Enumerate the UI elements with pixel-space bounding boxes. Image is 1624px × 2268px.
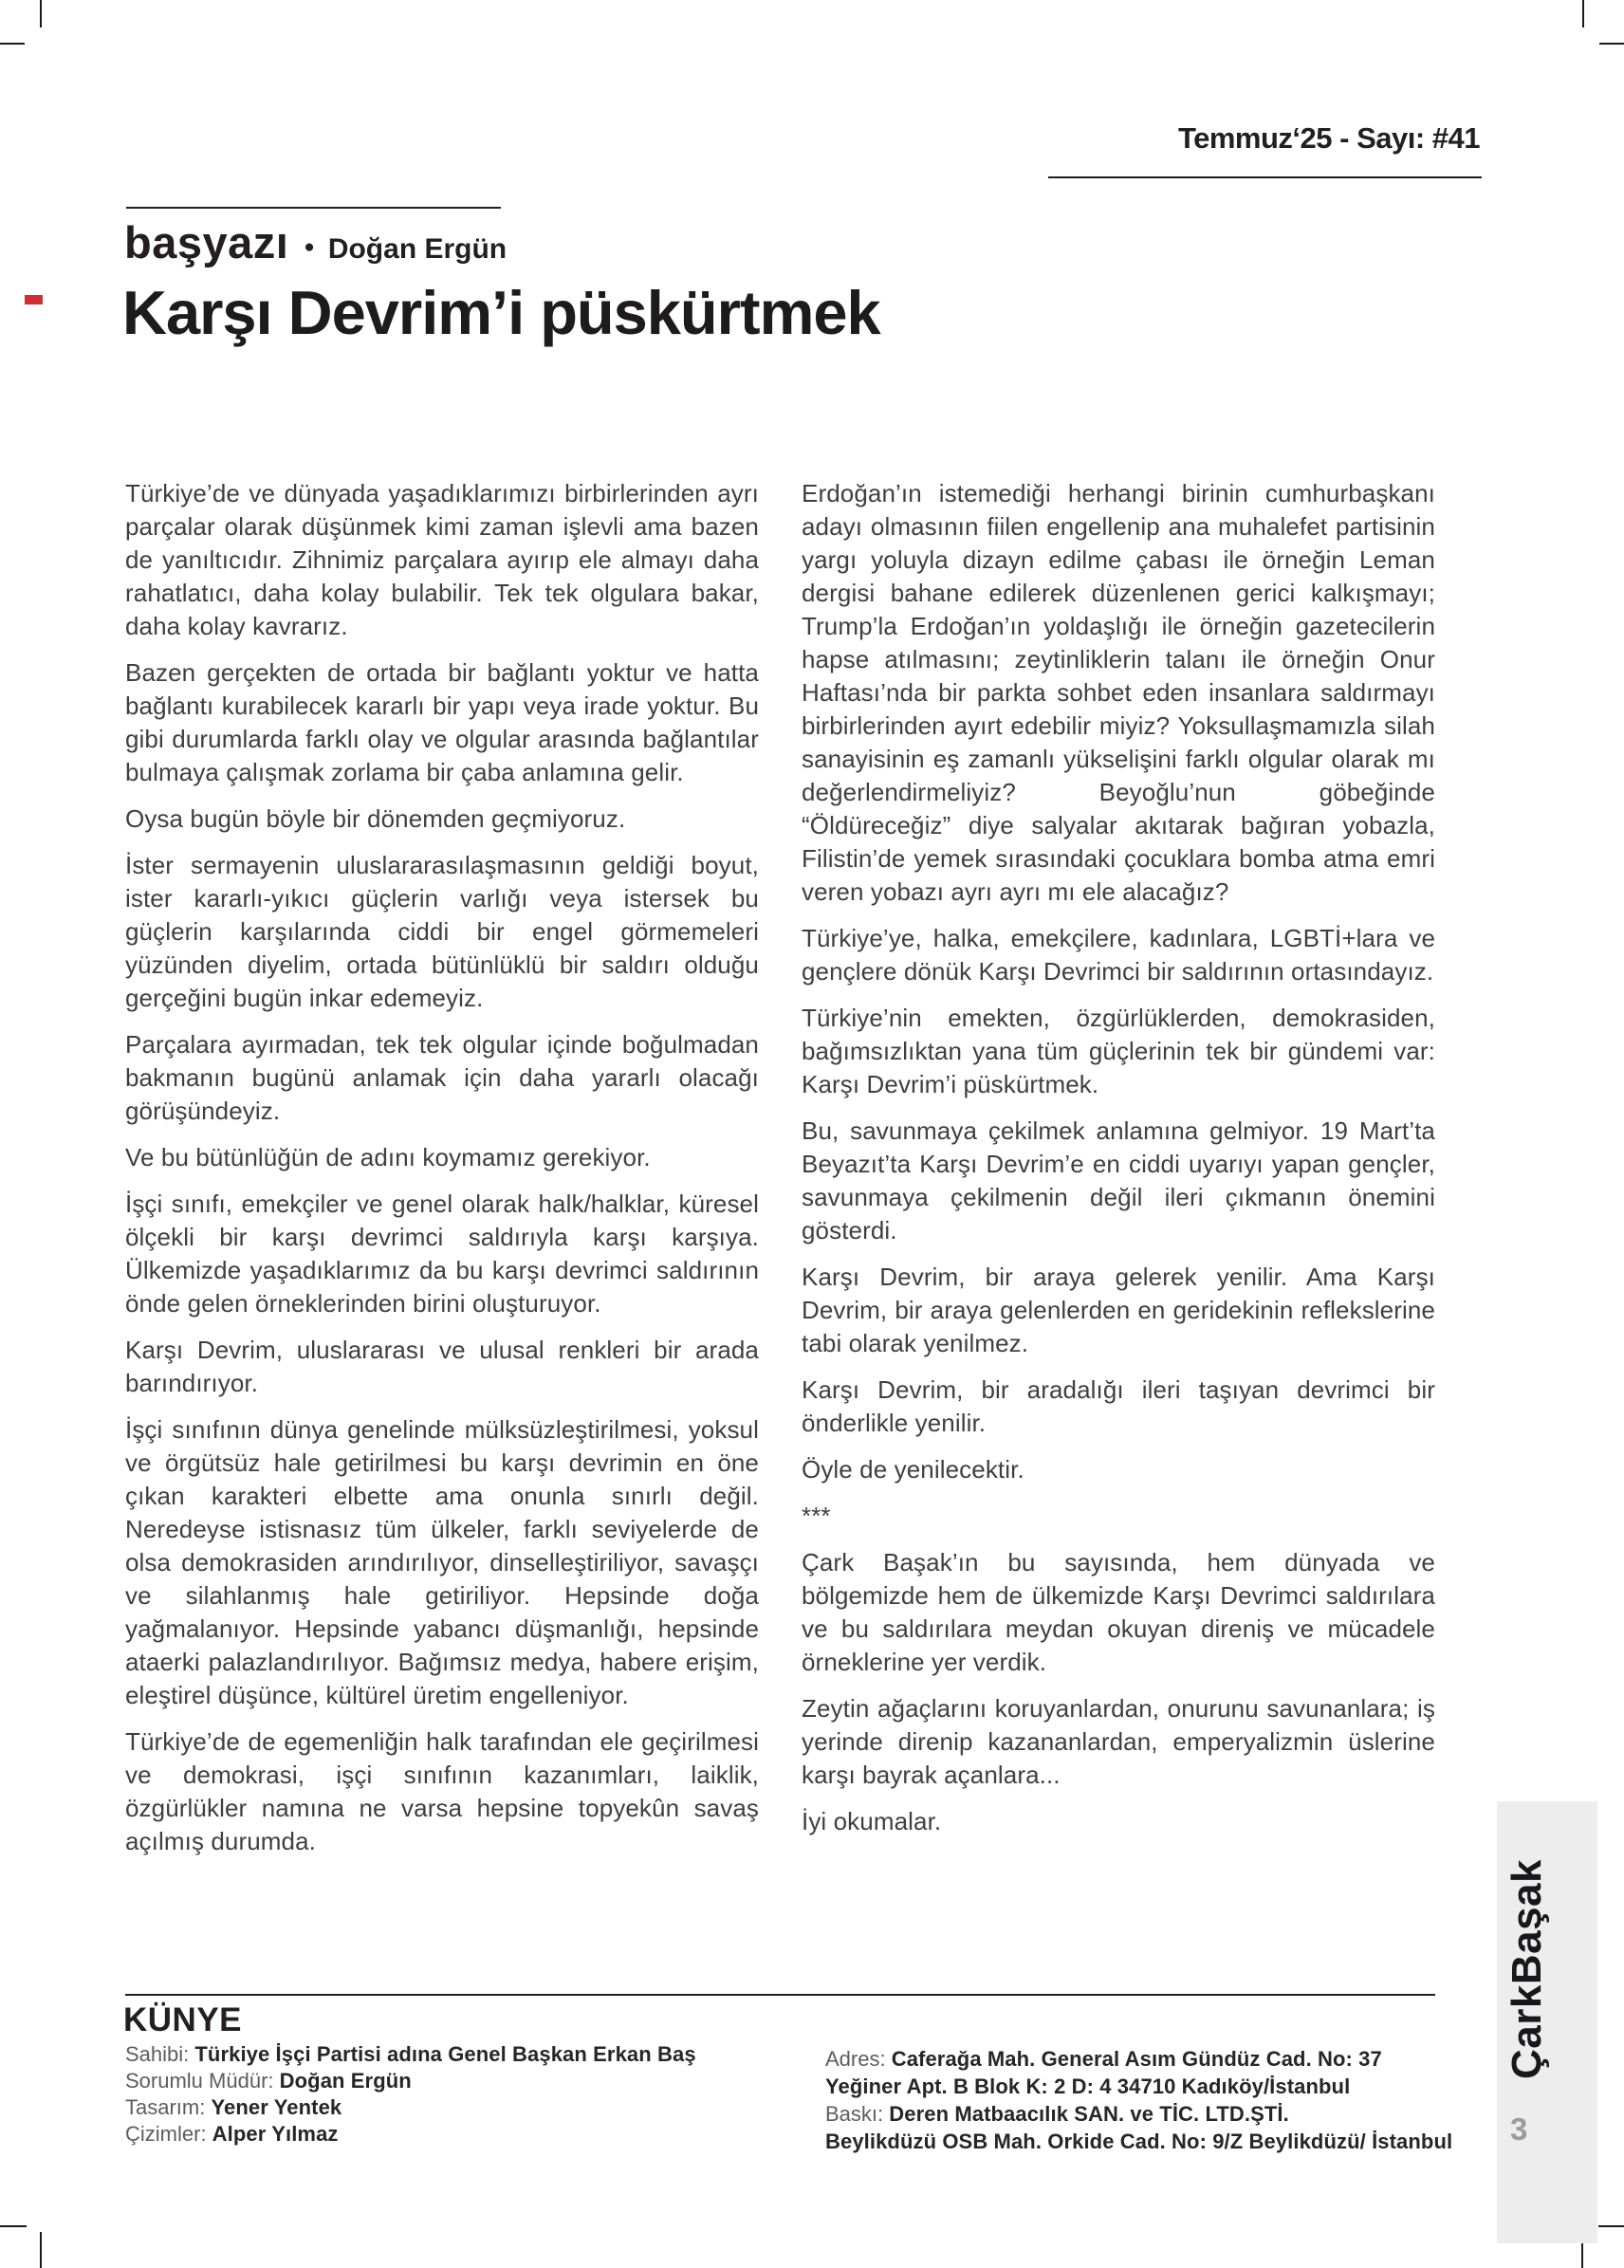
article-paragraph: Parçalara ayırmadan, tek tek olgular içinde boğulmadan bakmanın bugünü anlamak için daha yararlı olacağı görüşündeyiz. (125, 1030, 759, 1125)
article-paragraph: Bazen gerçekten de ortada bir bağlantı yoktur ve hatta bağlantı kurabilecek kararlı bir yapı veya irade yoktur. Bu gibi durumlarda farklı olay ve olgular arasında bağlantılar bulmaya çalışmak zorlama bir çaba anlamına gelir. (125, 658, 759, 786)
kunye-value: Doğan Ergün (279, 2069, 412, 2093)
kunye-value: Deren Matbaacılık SAN. ve TİC. LTD.ŞTİ. (889, 2102, 1289, 2126)
section-label: başyazı (124, 217, 289, 267)
kunye-row (125, 2041, 789, 2068)
article-paragraph: Türkiye’de de egemenliğin halk tarafından ele geçirilmesi ve demokrasi, işçi sınıfının kazanımları, laiklik, özgürlükler namına ne varsa hepsine topyekûn savaş açılmış durumda. (125, 1727, 759, 1855)
article-paragraph: Karşı Devrim, uluslararası ve ulusal renkleri bir arada barındırıyor. (125, 1336, 759, 1397)
article-paragraph: *** (802, 1502, 831, 1530)
article-paragraph: İster sermayenin uluslararasılaşmasının geldiği boyut, ister kararlı-yıkıcı güçlerin varlığı veya istersek bu güçlerin karşılarında ciddi bir engel görmemeleri yüzünden diyelim, ortada bütünlüklü bir saldırı olduğu gerçeğini bugün inkar edemeyiz. (125, 851, 759, 1012)
article-paragraph: Karşı Devrim, bir aradalığı ileri taşıyan devrimci bir önderlikle yenilir. (802, 1375, 1435, 1437)
section-rule (126, 207, 501, 209)
crop-mark-bottom-right-horizontal (1598, 2225, 1624, 2227)
article-paragraph: Oysa bugün böyle bir dönemden geçmiyoruz. (125, 804, 626, 833)
article-paragraph: Türkiye’de ve dünyada yaşadıklarımızı birbirlerinden ayrı parçalar olarak düşünmek kimi zaman işlevli ama bazen de yanıltıcıdır. Zihnimiz parçalara ayırıp ele almayı daha rahatlatıcı, daha kolay bulabilir. Tek tek olgulara bakar, daha kolay kavrarız. (125, 479, 759, 640)
kunye-label: Adres: (825, 2047, 892, 2071)
article-paragraph: İşçi sınıfı, emekçiler ve genel olarak halk/halklar, küresel ölçekli bir karşı devrimci saldırıyla karşı karşıya. Ülkemizde yaşadıklarımız da bu karşı devrimci saldırının önde gelen örneklerinden birini oluşturuyor. (125, 1189, 759, 1318)
kunye-row (125, 2121, 789, 2148)
crop-mark-bottom-left-vertical (40, 2232, 42, 2268)
kunye-label: Tasarım: (125, 2095, 212, 2119)
crop-mark-bottom-left-horizontal (0, 2225, 27, 2227)
section-author: Doğan Ergün (327, 233, 508, 265)
issue-tag: Temmuz‘25 - Sayı: #41 (1177, 121, 1480, 155)
crop-mark-top-right-vertical (1582, 0, 1584, 28)
bullet-separator-icon: ● (304, 237, 315, 257)
kunye-rule (125, 1994, 1435, 1996)
kunye-row (825, 2128, 1453, 2155)
article-paragraph: Zeytin ağaçlarını koruyanlardan, onurunu savunanlara; iş yerinde direnip kazananlardan, emperyalizmin üslerine karşı bayrak açanlara... (802, 1694, 1435, 1789)
article-paragraph: Karşı Devrim, bir araya gelerek yenilir. Ama Karşı Devrim, bir araya gelenlerden en geridekinin reflekslerine tabi olarak yenilmez. (802, 1263, 1435, 1357)
kunye-address-list (825, 2045, 1453, 2155)
article-paragraph: Türkiye’ye, halka, emekçilere, kadınlara, LGBTİ+lara ve gençlere dönük Karşı Devrimci bir saldırının ortasındayız. (802, 924, 1435, 986)
kunye-label: Sahibi: (125, 2042, 195, 2066)
crop-mark-top-left-vertical (40, 0, 42, 28)
article-paragraph: Öyle de yenilecektir. (802, 1455, 1024, 1484)
article-paragraph: İşçi sınıfının dünya genelinde mülksüzleştirilmesi, yoksul ve örgütsüz hale getirilmesi bu karşı devrimin en öne çıkan karakteri elbette ama onunla sınırlı değil. Neredeyse istisnasız tüm ülkeler, farklı seviyelerde de olsa demokrasiden arındırılıyor, dinselleştiriliyor, savaşçı ve silahlanmış hale getiriliyor. Hepsinde doğa yağmalanıyor. Hepsinde yabancı düşmanlığı, hepsinde ataerki palazlandırılıyor. Bağımsız medya, habere erişim, eleştirel düşünce, kültürel üretim engelleniyor. (125, 1415, 759, 1709)
issue-rule (1048, 176, 1482, 178)
article-column-left (125, 477, 759, 1872)
red-margin-dash (25, 295, 43, 304)
kunye-value: Yeğiner Apt. B Blok K: 2 D: 4 34710 Kadıköy/İstanbul (825, 2074, 1351, 2098)
kunye-value: Yener Yentek (211, 2095, 342, 2119)
article-paragraph: İyi okumalar. (802, 1807, 942, 1835)
article-paragraph: Bu, savunmaya çekilmek anlamına gelmiyor. 19 Mart’ta Beyazıt’ta Karşı Devrim’e en ciddi uyarıyı yapan gençler, savunmaya çekilmenin değil ileri çıkmanın önemini gösterdi. (802, 1116, 1435, 1245)
page-title: Karşı Devrim’i püskürtmek (122, 278, 880, 347)
kunye-label: Sorumlu Müdür: (125, 2069, 280, 2093)
kunye-credits-list (125, 2041, 789, 2148)
crop-mark-top-left-horizontal (0, 43, 25, 45)
article-column-right (802, 477, 1435, 1852)
kunye-label: Çizimler: (125, 2122, 212, 2146)
article-paragraph: Türkiye’nin emekten, özgürlüklerden, demokrasiden, bağımsızlıktan yana tüm güçlerinin tek bir gündemi var: Karşı Devrim’i püskürtmek. (802, 1004, 1435, 1098)
kunye-row (825, 2045, 1394, 2073)
kunye-row (125, 2094, 789, 2121)
page-number: 3 (1510, 2111, 1528, 2147)
article-paragraph: Ve bu bütünlüğün de adını koymamız gerekiyor. (125, 1143, 651, 1171)
section-header (124, 216, 507, 268)
kunye-value: Caferağa Mah. General Asım Gündüz Cad. No: 37 (891, 2047, 1382, 2071)
crop-mark-top-right-horizontal (1599, 43, 1624, 45)
kunye-title: KÜNYE (123, 2001, 243, 2038)
kunye-row (825, 2073, 1394, 2100)
kunye-value: Beylikdüzü OSB Mah. Orkide Cad. No: 9/Z Beylikdüzü/ İstanbul (825, 2130, 1453, 2153)
article-paragraph: Çark Başak’ın bu sayısında, hem dünyada ve bölgemizde hem de ülkemizde Karşı Devrimci saldırılara ve bu saldırılara meydan okuyan direniş ve mücadele örneklerine yer verdik. (802, 1548, 1435, 1676)
kunye-value: Alper Yılmaz (212, 2122, 339, 2146)
kunye-row (125, 2068, 789, 2094)
kunye-label: Baskı: (825, 2102, 890, 2126)
magazine-logo-vertical: ÇarkBaşak (1504, 1859, 1550, 2079)
kunye-value: Türkiye İşçi Partisi adına Genel Başkan Erkan Baş (194, 2042, 696, 2066)
kunye-row (825, 2100, 1394, 2128)
article-paragraph: Erdoğan’ın istemediği herhangi birinin cumhurbaşkanı adayı olmasının fiilen engellenip ana muhalefet partisinin yargı yoluyla dizayn edilme çabası ile örneğin Leman dergisi bahane edilerek düzenlenen gerici kalkışmayı; Trump’la Erdoğan’ın yoldaşlığı ile örneğin gazetecilerin hapse atılmasını; zeytinliklerin talanı ile örneğin Onur Haftası’nda bir parkta sohbet eden insanlara saldırmayı birbirlerinden ayırt edebilir miyiz? Yoksullaşmamızla silah sanayisinin eş zamanlı yükselişini farklı olgular olarak mı değerlendirmeliyiz? Beyoğlu’nun göbeğinde “Öldüreceğiz” diye salyalar akıtarak bağıran yobazla, Filistin’de yemek sırasındaki çocuklara bomba atma emri veren yobazı ayrı ayrı mı ele alacağız? (802, 479, 1435, 906)
